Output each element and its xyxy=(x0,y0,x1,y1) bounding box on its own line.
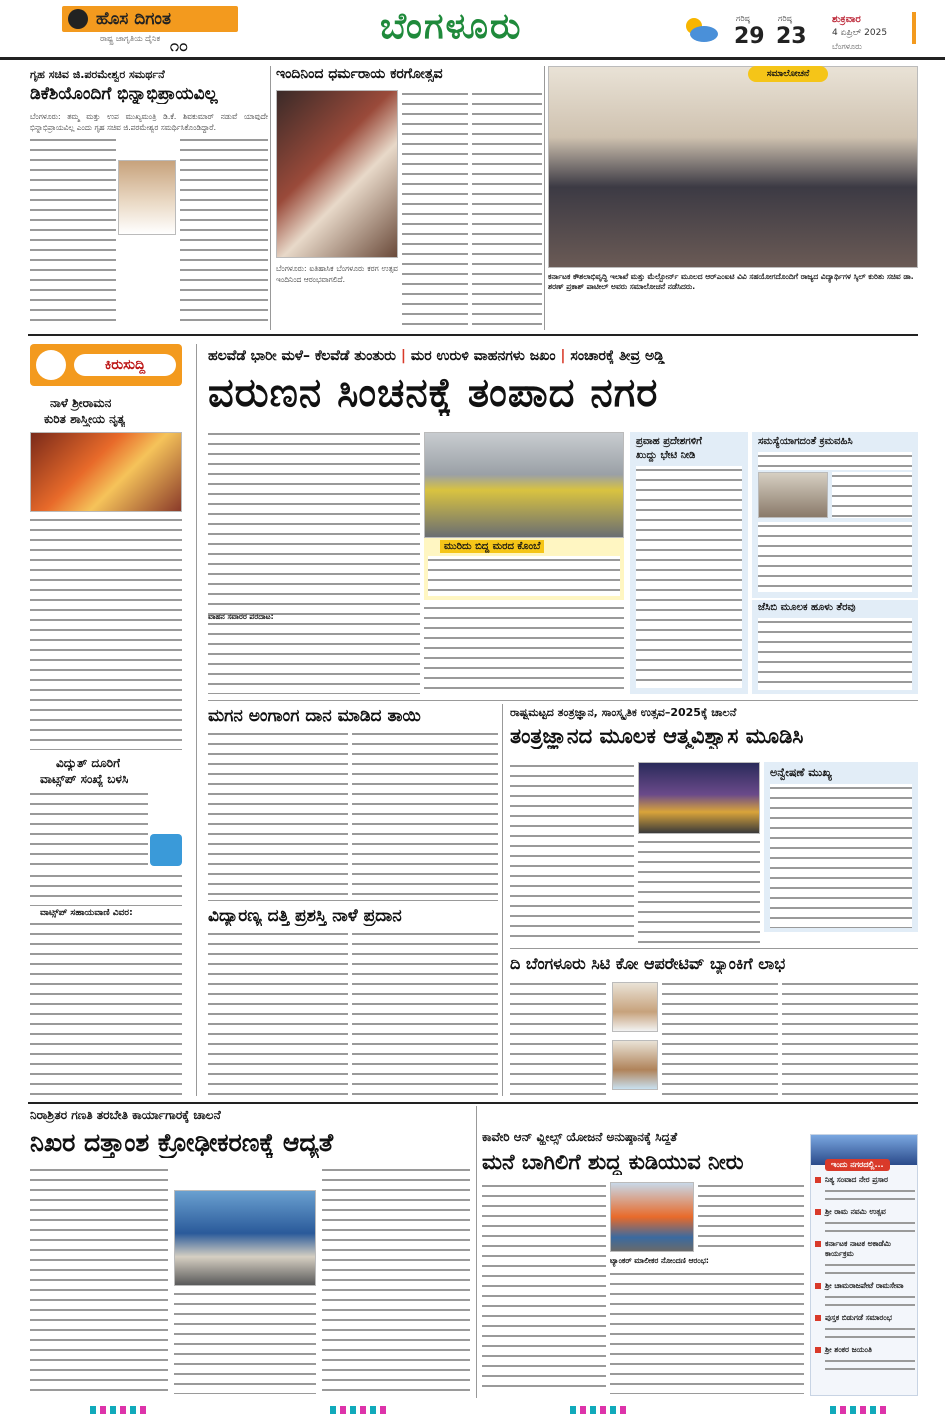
min-temp: 23 xyxy=(776,24,807,49)
divider xyxy=(502,704,503,1096)
story10-column-2 xyxy=(698,1182,804,1252)
event-item-detail xyxy=(825,1357,915,1371)
story2-lead: ಬೆಂಗಳೂರು: ಐತಿಹಾಸಿಕ ಬೆಂಗಳೂರು ಕರಗ ಉತ್ಸವ ಇಂದಿನಿಂದ ಆರಂಭವಾಗಲಿದೆ. xyxy=(276,264,398,284)
paper-name: ಹೊಸ ದಿಗಂತ xyxy=(96,9,171,29)
bullet-icon xyxy=(815,1283,821,1289)
divider xyxy=(208,700,918,701)
box1-title-line2: ಖುದ್ದು ಭೇಟಿ ನೀಡಿ xyxy=(636,450,696,461)
story2-headline: ಇಂದಿನಿಂದ ಧರ್ಮರಾಯ ಕರಗೋತ್ಸವ xyxy=(276,66,443,82)
story6-box-body xyxy=(770,784,912,928)
photo-caption-box xyxy=(424,538,624,600)
story6-stage-photo xyxy=(638,762,760,834)
event-item xyxy=(815,1281,915,1307)
event-item-detail xyxy=(825,1325,915,1339)
bullet-icon xyxy=(815,1315,821,1321)
max-temp-label: ಗರಿಷ್ಠ xyxy=(736,14,750,23)
helpline-title: ವಾಟ್ಸ್‌ಪ್ ಸಹಾಯವಾಣಿ ವಿವರ: xyxy=(40,908,133,918)
section-rule xyxy=(28,334,918,336)
story3-meeting-photo xyxy=(548,66,918,268)
page-number: ೧೦ xyxy=(170,36,188,55)
story2-column-1 xyxy=(402,90,468,326)
box2-body-top xyxy=(758,452,912,470)
divider xyxy=(476,1106,477,1398)
kirusuddi-item2-headline-line1: ವಿದ್ಯುತ್ ದೂರಿಗೆ xyxy=(56,756,121,770)
registration-mark xyxy=(330,1406,390,1414)
dance-photo xyxy=(30,432,182,512)
lead-headline: ವರುಣನ ಸಿಂಚನಕ್ಕೆ ತಂಪಾದ ನಗರ xyxy=(208,370,659,416)
event-item-text: ಶ್ರೀ ರಾಮ ನವಮಿ ಉತ್ಸವ xyxy=(825,1207,886,1216)
paper-tagline: ರಾಷ್ಟ್ರ ಜಾಗೃತಿಯ ದೈನಿಕ xyxy=(100,34,161,43)
story3-badge: ಸಮಾಲೋಚನೆ xyxy=(748,66,828,82)
event-item xyxy=(815,1175,915,1201)
event-item-text: ಶ್ರೀ ಶಂಕರ ಜಯಂತಿ xyxy=(825,1345,872,1354)
divider xyxy=(510,948,918,949)
divider xyxy=(270,66,271,330)
water-tanker-photo xyxy=(610,1182,694,1252)
registration-mark xyxy=(90,1406,150,1414)
kirusuddi-item2-body xyxy=(30,790,148,870)
paper-logo xyxy=(62,6,238,32)
box2-body xyxy=(758,522,912,592)
divider xyxy=(196,344,197,1096)
edge-marker xyxy=(912,12,916,44)
story6-box-title: ಅನ್ವೇಷಣೆ ಮುಖ್ಯ xyxy=(770,766,832,779)
story1-portrait xyxy=(118,160,176,235)
event-item-detail xyxy=(825,1187,915,1201)
whatsapp-icon xyxy=(150,834,182,866)
section-rule xyxy=(28,1102,918,1104)
issue-day: ಶುಕ್ರವಾರ xyxy=(832,14,861,25)
box2-title: ಸಮಸ್ಯೆಯಾಗದಂತೆ ಕ್ರಮವಹಿಸಿ xyxy=(758,436,853,447)
story1-kicker: ಗೃಹ ಸಚಿವ ಜಿ.ಪರಮೇಶ್ವರ ಸಮರ್ಥನೆ xyxy=(30,68,165,81)
event-item xyxy=(815,1313,915,1339)
registration-mark xyxy=(830,1406,890,1414)
box3-body xyxy=(758,618,912,690)
masthead xyxy=(0,0,945,60)
story10-column-1 xyxy=(482,1182,606,1394)
story10-column-3 xyxy=(610,1270,804,1394)
registration-mark xyxy=(570,1406,630,1414)
box1-title-line1: ಪ್ರವಾಹ ಪ್ರದೇಶಗಳಿಗೆ xyxy=(636,436,702,447)
lead-column-2 xyxy=(424,604,624,694)
event-item xyxy=(815,1345,915,1371)
lamp-icon xyxy=(68,9,88,29)
min-temp-label: ಗರಿಷ್ಠ xyxy=(778,14,792,23)
pointing-hand-icon xyxy=(36,350,66,380)
event-item-detail xyxy=(825,1219,915,1233)
box-take-action xyxy=(752,432,918,598)
story7-column-1 xyxy=(208,930,348,1096)
box-exploration xyxy=(764,762,918,932)
story8-column-2 xyxy=(662,980,778,1096)
bullet-icon xyxy=(815,1347,821,1353)
event-item-detail xyxy=(825,1293,915,1307)
story9-column-1 xyxy=(30,1166,168,1394)
story7-column-2 xyxy=(352,930,498,1096)
story2-karaga-photo xyxy=(276,90,398,258)
issue-date: 4 ಏಪ್ರಿಲ್ 2025 xyxy=(832,28,888,38)
event-item xyxy=(815,1239,915,1275)
chairman-portrait xyxy=(612,982,658,1032)
lead-strap: ಹಲವೆಡೆ ಭಾರೀ ಮಳೆ– ಕೆಲವೆಡೆ ತುಂತುರು | ಮರ ಉರುಳಿ ವಾಹನಗಳು ಜಖಂ | ಸಂಚಾರಕ್ಕೆ ತೀವ್ರ ಅಡ್ಡಿ xyxy=(208,348,665,364)
max-temp: 29 xyxy=(734,24,765,49)
event-item-text: ಶ್ರೀ ಚಾಮರಾಜಪೇಟೆ ರಾಮಸೇವಾ xyxy=(825,1281,904,1290)
edition-title: ಬೆಂಗಳೂರು xyxy=(380,6,523,47)
story1-column-2 xyxy=(180,136,268,326)
workshop-photo xyxy=(174,1190,316,1286)
story8-column-1 xyxy=(510,980,606,1096)
story9-column-2 xyxy=(174,1290,316,1394)
story9-headline: ನಿಖರ ದತ್ತಾಂಶ ಕ್ರೋಢೀಕರಣಕ್ಕೆ ಆದ್ಯತೆ xyxy=(30,1128,334,1157)
story1-column-1 xyxy=(30,136,116,326)
kirusuddi-item1-body xyxy=(30,516,182,750)
bullet-icon xyxy=(815,1177,821,1183)
lead-subhead: ವಾಹನ ಸವಾರರ ಪರದಾಟ: xyxy=(208,612,274,621)
story5-column-2 xyxy=(352,730,498,896)
meeting-photo xyxy=(758,472,828,518)
box1-body xyxy=(636,466,742,688)
lead-strap-c: ಸಂಚಾರಕ್ಕೆ ತೀವ್ರ ಅಡ್ಡಿ xyxy=(570,348,665,364)
story7-headline: ವಿದ್ಯಾರಣ್ಯ ದತ್ತಿ ಪ್ರಶಸ್ತಿ ನಾಳೆ ಪ್ರದಾನ xyxy=(208,906,402,926)
story6-column-2 xyxy=(638,838,760,944)
story10-box-subhead: ಟ್ಯಾಂಕರ್ ಮಾಲೀಕರ ನೋಂದಣಿ ಆರಂಭ: xyxy=(610,1256,709,1265)
helpline-numbers xyxy=(30,920,182,1096)
story6-headline: ತಂತ್ರಜ್ಞಾನದ ಮೂಲಕ ಆತ್ಮವಿಶ್ವಾಸ ಮೂಡಿಸಿ xyxy=(510,724,804,748)
story5-column-1 xyxy=(208,730,348,896)
photo-caption-title: ಮುರಿದು ಬಿದ್ದ ಮರದ ಕೊಂಬೆ xyxy=(440,540,544,553)
events-label: ಇಂದು ನಗರದಲ್ಲಿ... xyxy=(825,1159,890,1171)
story5-headline: ಮಗನ ಅಂಗಾಂಗ ದಾನ ಮಾಡಿದ ತಾಯಿ xyxy=(208,706,421,726)
kirusuddi-banner xyxy=(30,344,182,386)
story9-column-3 xyxy=(322,1166,470,1394)
event-item-detail xyxy=(825,1261,915,1275)
event-item-text: ಪುಸ್ತಕ ಬಿಡುಗಡೆ ಸಮಾರಂಭ xyxy=(825,1313,892,1322)
kirusuddi-item2-body-2 xyxy=(30,872,182,906)
story1-lead: ಬೆಂಗಳೂರು: ತಮ್ಮ ಮತ್ತು ಉಪ ಮುಖ್ಯಮಂತ್ರಿ ಡಿ.ಕೆ. ಶಿವಕುಮಾರ್ ನಡುವೆ ಯಾವುದೇ ಭಿನ್ನಾಭಿಪ್ರಾಯವಿಲ್ಲ ಎಂದು ಗೃಹ ಸಚಿವ ಜಿ.ಪರಮೇಶ್ವರ ಸಮರ್ಥಿಸಿಕೊಂಡಿದ್ದಾರೆ. xyxy=(30,112,268,132)
event-item-text: ಕರ್ನಾಟಕ ನಾಟಕ ಅಕಾಡೆಮಿ ಕಾರ್ಯಕ್ರಮ xyxy=(825,1239,891,1258)
divider xyxy=(208,900,498,901)
events-box xyxy=(810,1134,918,1396)
md-portrait xyxy=(612,1040,658,1090)
photo-caption-body xyxy=(428,556,620,596)
story8-headline: ದಿ ಬೆಂಗಳೂರು ಸಿಟಿ ಕೋ ಆಪರೇಟಿವ್ ಬ್ಯಾಂಕಿಗೆ ಲಾಭ xyxy=(510,954,786,973)
bullet-icon xyxy=(815,1209,821,1215)
box3-title: ಜೆಸಿಬಿ ಮೂಲಕ ಹೂಳು ತೆರವು xyxy=(758,602,856,613)
box-flood-areas xyxy=(630,432,748,694)
lead-column-1 xyxy=(208,430,420,694)
story2-column-2 xyxy=(472,90,542,326)
divider xyxy=(544,66,545,330)
kirusuddi-label: ಕಿರುಸುದ್ದಿ xyxy=(74,354,176,376)
kirusuddi-item1-headline-line2: ಕುರಿತ ಶಾಸ್ತ್ರೀಯ ನೃತ್ಯ xyxy=(44,412,126,426)
box2-side-text xyxy=(832,472,912,518)
story1-headline: ಡಿಕೆಶಿಯೊಂದಿಗೆ ಭಿನ್ನಾಭಿಪ್ರಾಯವಿಲ್ಲ xyxy=(30,84,218,104)
box-jcb-clearing xyxy=(752,600,918,694)
story3-caption: ಕರ್ನಾಟಕ ಕೌಶಲಾಭಿವೃದ್ಧಿ ಇಲಾಖೆ ಮತ್ತು ಮೆಲ್ಬೋರ್ನ್ ಮೂಲದ ಆರ್‌ಎಂಐಟಿ ವಿವಿ ಸಹಯೋಗದೊಂದಿಗೆ ರಾಜ್ಯದ ವಿದ್ಯಾರ್ಥಿಗಳ ಸ್ಕಿಲ್ ಕುರಿತು ಸಚಿವ ಡಾ. ಶರಣ್ ಪ್ರಕಾಶ್ ಪಾಟೀಲ್ ಅವರು ಸಮಾಲೋಚನೆ ನಡೆಸಿದರು. xyxy=(548,272,914,291)
event-item-text: ನಿತ್ಯ ಸಂವಾದ ನೇರ ಪ್ರಸಾರ xyxy=(825,1175,888,1184)
story10-kicker: ಕಾವೇರಿ ಆನ್ ವ್ಹೀಲ್ಸ್ ಯೋಜನೆ ಅನುಷ್ಠಾನಕ್ಕೆ ಸಿದ್ಧತೆ xyxy=(482,1130,678,1144)
kirusuddi-item1-headline-line1: ನಾಳೆ ಶ್ರೀರಾಮನ xyxy=(50,396,112,410)
story9-kicker: ನಿರಾಶ್ರಿತರ ಗಣತಿ ತರಬೇತಿ ಕಾರ್ಯಾಗಾರಕ್ಕೆ ಚಾಲನೆ xyxy=(30,1108,221,1122)
rain-photo xyxy=(424,432,624,538)
lead-strap-b: ಮರ ಉರುಳಿ ವಾಹನಗಳು ಜಖಂ xyxy=(410,348,556,364)
events-list xyxy=(815,1175,915,1393)
story10-headline: ಮನೆ ಬಾಗಿಲಿಗೆ ಶುದ್ಧ ಕುಡಿಯುವ ನೀರು xyxy=(482,1150,744,1174)
bullet-icon xyxy=(815,1241,821,1247)
story6-kicker: ರಾಷ್ಟ್ರಮಟ್ಟದ ತಂತ್ರಜ್ಞಾನ, ಸಾಂಸ್ಕೃತಿಕ ಉತ್ಸವ–2025ಕ್ಕೆ ಚಾಲನೆ xyxy=(510,706,737,719)
kirusuddi-item2-headline-line2: ವಾಟ್ಸ್‌ಪ್ ಸಂಖ್ಯೆ ಬಳಸಿ xyxy=(40,772,129,786)
issue-city: ಬೆಂಗಳೂರು xyxy=(832,42,862,51)
partly-cloudy-icon xyxy=(680,14,720,44)
lead-strap-a: ಹಲವೆಡೆ ಭಾರೀ ಮಳೆ– ಕೆಲವೆಡೆ ತುಂತುರು xyxy=(208,348,397,364)
event-item xyxy=(815,1207,915,1233)
story8-column-3 xyxy=(782,980,918,1096)
story6-column-1 xyxy=(510,762,634,944)
